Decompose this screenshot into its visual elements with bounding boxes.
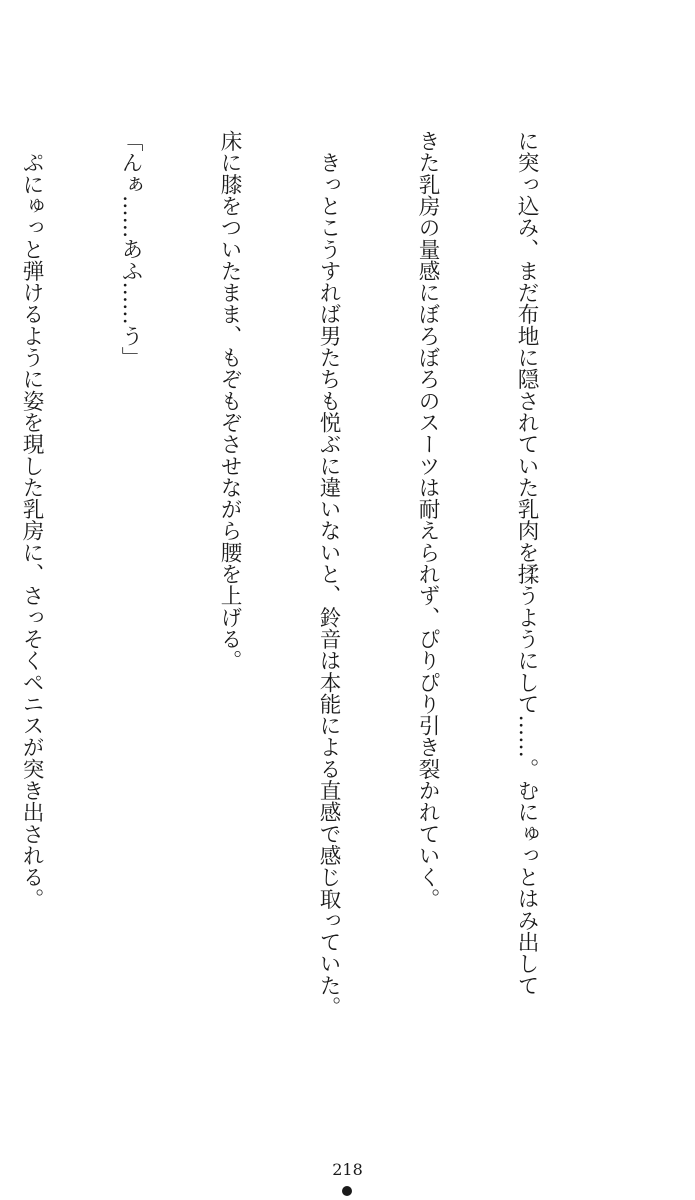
text-line: に突っ込み、まだ布地に隠されていた乳肉を揉うようにして……。むにゅっとはみ出して (514, 130, 539, 996)
text-line: きっとこうすれば男たちも悦ぶに違いないと、鈴音は本能による直感で感じ取っていた。 (316, 130, 341, 1018)
body-text (0, 130, 609, 1110)
text-line: 「んぁ……あふ……う」 (118, 130, 143, 369)
page-number: 218 (332, 1160, 363, 1179)
text-line: 床に膝をついたまま、もぞもぞさせながら腰を上げる。 (217, 130, 242, 672)
page-marker-dot (342, 1186, 352, 1196)
text-line: ぷにゅっと弾けるように姿を現した乳房に、さっそくペニスが突き出される。 (19, 130, 44, 910)
text-line: きた乳房の量感にぼろぼろのスーツは耐えられず、ぴりぴり引き裂かれていく。 (415, 130, 440, 910)
